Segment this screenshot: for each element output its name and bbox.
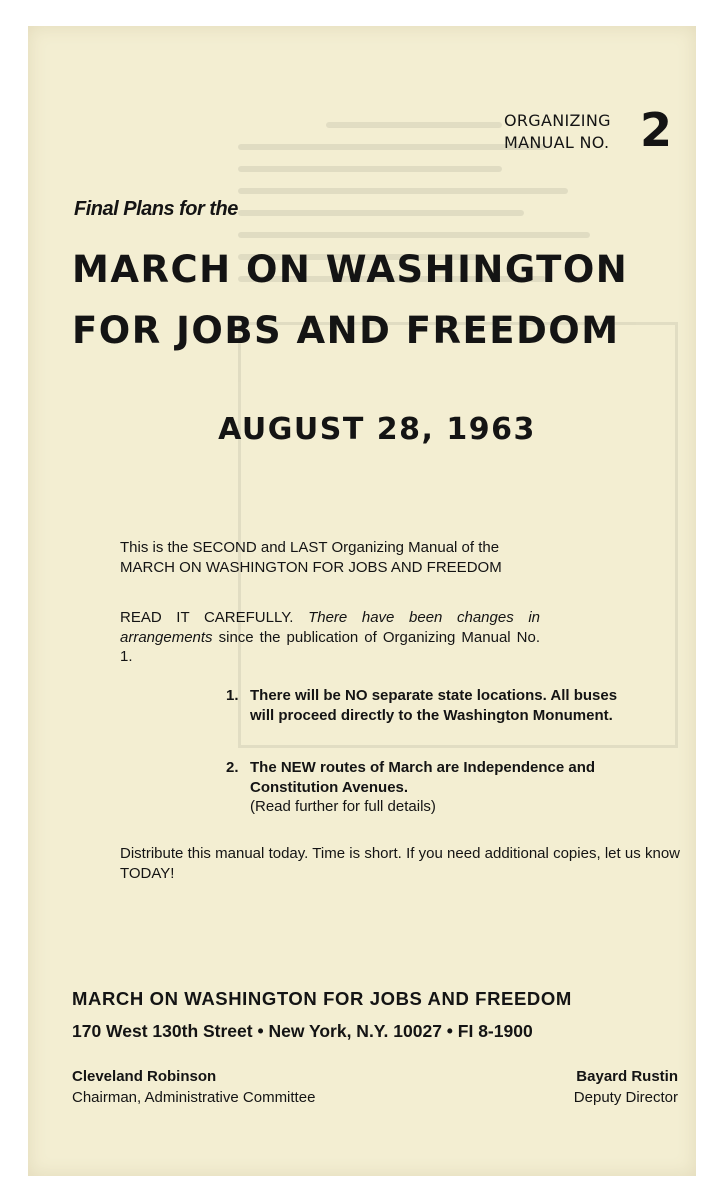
organizing-label-line1: ORGANIZING xyxy=(504,111,611,130)
point-text: The NEW routes of March are Independence and Constitution Avenues. xyxy=(250,759,596,796)
title-line-2: FOR JOBS AND FREEDOM xyxy=(72,309,620,352)
organizing-label-line2: MANUAL NO. xyxy=(504,133,610,152)
signatory-left xyxy=(72,1066,315,1108)
point-text: There will be NO separate state locations. All buses will proceed directly to the Washington Monument. xyxy=(250,687,618,724)
read-carefully-italic: There have been changes in arrangements xyxy=(120,609,541,646)
signatory-name: Bayard Rustin xyxy=(576,1068,678,1085)
manual-cover xyxy=(28,26,696,1176)
distribute-paragraph: Distribute this manual today. Time is short. If you need additional copies, let us know TODAY! xyxy=(120,845,680,882)
signatory-role: Deputy Director xyxy=(573,1089,678,1106)
footer-address: 170 West 130th Street • New York, N.Y. 10027 • FI 8-1900 xyxy=(72,1021,533,1041)
point-number: 1. xyxy=(226,687,239,704)
footer-organization: MARCH ON WASHINGTON FOR JOBS AND FREEDOM xyxy=(72,988,572,1009)
signatory-role: Chairman, Administrative Committee xyxy=(72,1089,316,1106)
read-carefully-lead: READ IT CAREFULLY. xyxy=(120,609,294,626)
subtitle: Final Plans for the xyxy=(74,198,238,220)
title-line-1: MARCH ON WASHINGTON xyxy=(72,248,629,291)
read-carefully-rest: since the publication of Organizing Manual No. 1. xyxy=(120,628,540,665)
manual-number: 2 xyxy=(640,103,673,157)
intro-paragraph: This is the SECOND and LAST Organizing Manual of the MARCH ON WASHINGTON FOR JOBS AND FREEDOM xyxy=(120,539,502,576)
organizing-manual-label xyxy=(504,110,611,154)
point-2 xyxy=(226,758,646,818)
read-carefully-paragraph xyxy=(120,608,540,667)
point-note: (Read further for full details) xyxy=(250,798,436,815)
march-date: AUGUST 28, 1963 xyxy=(218,412,536,447)
signatory-right xyxy=(574,1066,678,1108)
signatory-name: Cleveland Robinson xyxy=(72,1068,217,1085)
point-number: 2. xyxy=(226,759,239,776)
point-1 xyxy=(226,686,646,746)
